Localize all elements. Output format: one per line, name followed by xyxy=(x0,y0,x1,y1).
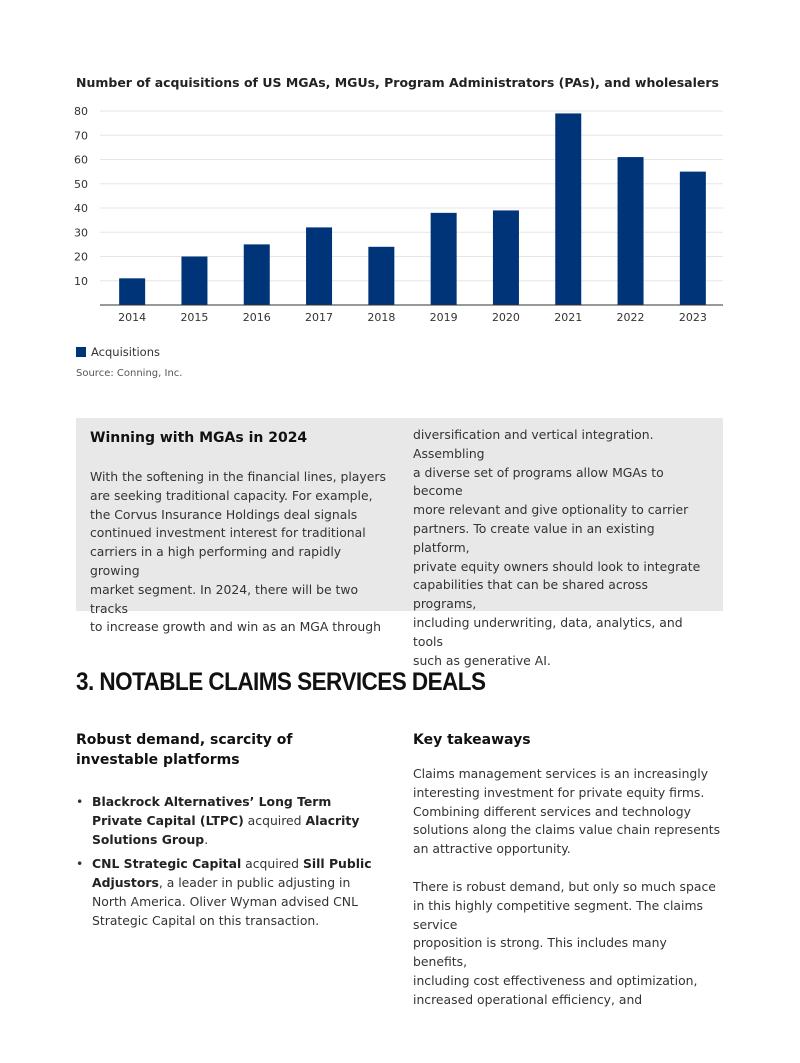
callout-text-right xyxy=(413,426,713,670)
callout-title: Winning with MGAs in 2024 xyxy=(90,430,308,446)
deal-list xyxy=(76,793,376,937)
bar xyxy=(618,157,644,305)
x-tick-label: 2022 xyxy=(616,311,645,324)
bullet-text: acquired xyxy=(241,856,303,872)
legend-label: Acquisitions xyxy=(91,345,160,359)
text-line: Claims management services is an increasingly xyxy=(413,766,709,781)
y-tick-label: 40 xyxy=(74,202,88,215)
text-line: interesting investment for private equity firms. xyxy=(413,784,705,800)
text-line: solutions along the claims value chain represents xyxy=(413,822,721,838)
bar xyxy=(680,172,706,305)
y-tick-label: 10 xyxy=(74,274,88,288)
text-line: including cost effectiveness and optimization, xyxy=(413,972,698,988)
text-line: There is robust demand, but only so much space xyxy=(413,879,716,894)
x-tick-label: 2019 xyxy=(429,311,458,324)
text-line: increased operational efficiency, and xyxy=(413,991,643,1007)
callout-text-left xyxy=(90,468,390,637)
chart-title: Number of acquisitions of US MGAs, MGUs, Program Administrators (PAs), and wholesalers xyxy=(76,75,719,90)
text-line: are seeking traditional capacity. For example, xyxy=(90,487,373,503)
text-line: more relevant and give optionality to carrier xyxy=(413,502,689,518)
y-tick-label: 50 xyxy=(74,177,88,191)
x-tick-label: 2018 xyxy=(367,311,396,324)
y-tick-label: 60 xyxy=(74,153,88,167)
bar xyxy=(493,210,519,305)
text-line: Combining different services and technology xyxy=(413,803,691,819)
y-tick-label: 80 xyxy=(74,105,88,118)
target-name: Sill Public Adjustors xyxy=(92,856,372,891)
takeaway-paragraph-2 xyxy=(413,878,723,1010)
x-tick-label: 2014 xyxy=(118,311,147,324)
legend-swatch xyxy=(76,347,86,357)
heading-line: Robust demand, scarcity of xyxy=(76,732,293,748)
bar xyxy=(119,278,145,305)
x-tick-label: 2020 xyxy=(491,311,520,324)
list-item xyxy=(76,855,376,930)
text-line: diversification and vertical integration. Assembling xyxy=(413,427,654,461)
target-name: Alacrity Solutions Group xyxy=(92,812,360,847)
bar xyxy=(555,113,581,305)
x-tick-label: 2016 xyxy=(242,311,271,324)
heading-line: investable platforms xyxy=(76,752,240,768)
text-line: carriers in a high performing and rapidly growing xyxy=(90,544,342,578)
bullet-text: . xyxy=(204,831,209,847)
bar-chart xyxy=(60,100,740,335)
x-tick-label: 2021 xyxy=(554,311,583,324)
text-line: a diverse set of programs allow MGAs to become xyxy=(413,464,664,499)
text-line: to increase growth and win as an MGA through xyxy=(90,619,381,635)
y-tick-label: 30 xyxy=(74,226,88,240)
section-title: 3. NOTABLE CLAIMS SERVICES DEALS xyxy=(76,668,486,696)
list-item xyxy=(76,793,376,849)
text-line: partners. To create value in an existing platform, xyxy=(413,520,655,555)
x-tick-label: 2023 xyxy=(678,311,707,324)
acquirer-name: Blackrock Alternatives’ Long Term Private Capital (LTPC) xyxy=(92,794,332,828)
text-line: an attractive opportunity. xyxy=(413,841,571,857)
y-tick-label: 70 xyxy=(74,129,88,143)
text-line: in this highly competitive segment. The claims service xyxy=(413,897,703,932)
callout-box xyxy=(76,418,723,668)
text-line: such as generative AI. xyxy=(413,652,551,668)
text-line: capabilities that can be shared across programs, xyxy=(413,577,648,612)
bar xyxy=(431,213,457,305)
takeaway-paragraph-1 xyxy=(413,765,723,859)
bullet-text: , a leader in public adjusting in North America. Oliver Wyman advised CNL Strategic Capital on this transaction. xyxy=(92,875,358,928)
bar xyxy=(368,247,394,305)
bullet-text: acquired xyxy=(243,812,306,828)
right-heading: Key takeaways xyxy=(413,732,531,748)
text-line: private equity owners should look to integrate xyxy=(413,558,701,574)
chart-source: Source: Conning, Inc. xyxy=(76,368,183,379)
y-tick-label: 20 xyxy=(74,250,88,264)
text-line: the Corvus Insurance Holdings deal signals xyxy=(90,506,358,522)
bar xyxy=(306,227,332,305)
x-tick-label: 2015 xyxy=(180,311,209,324)
x-tick-label: 2017 xyxy=(305,311,334,324)
text-line: With the softening in the financial lines, players xyxy=(90,469,386,484)
bar xyxy=(181,257,207,306)
chart-legend xyxy=(76,345,160,359)
left-heading xyxy=(76,730,293,770)
text-line: proposition is strong. This includes many benefits, xyxy=(413,935,667,970)
text-line: market segment. In 2024, there will be two tracks xyxy=(90,581,359,616)
text-line: including underwriting, data, analytics, and tools xyxy=(413,614,683,649)
text-line: continued investment interest for traditional xyxy=(90,525,366,541)
bar xyxy=(244,244,270,305)
acquirer-name: CNL Strategic Capital xyxy=(92,856,242,872)
